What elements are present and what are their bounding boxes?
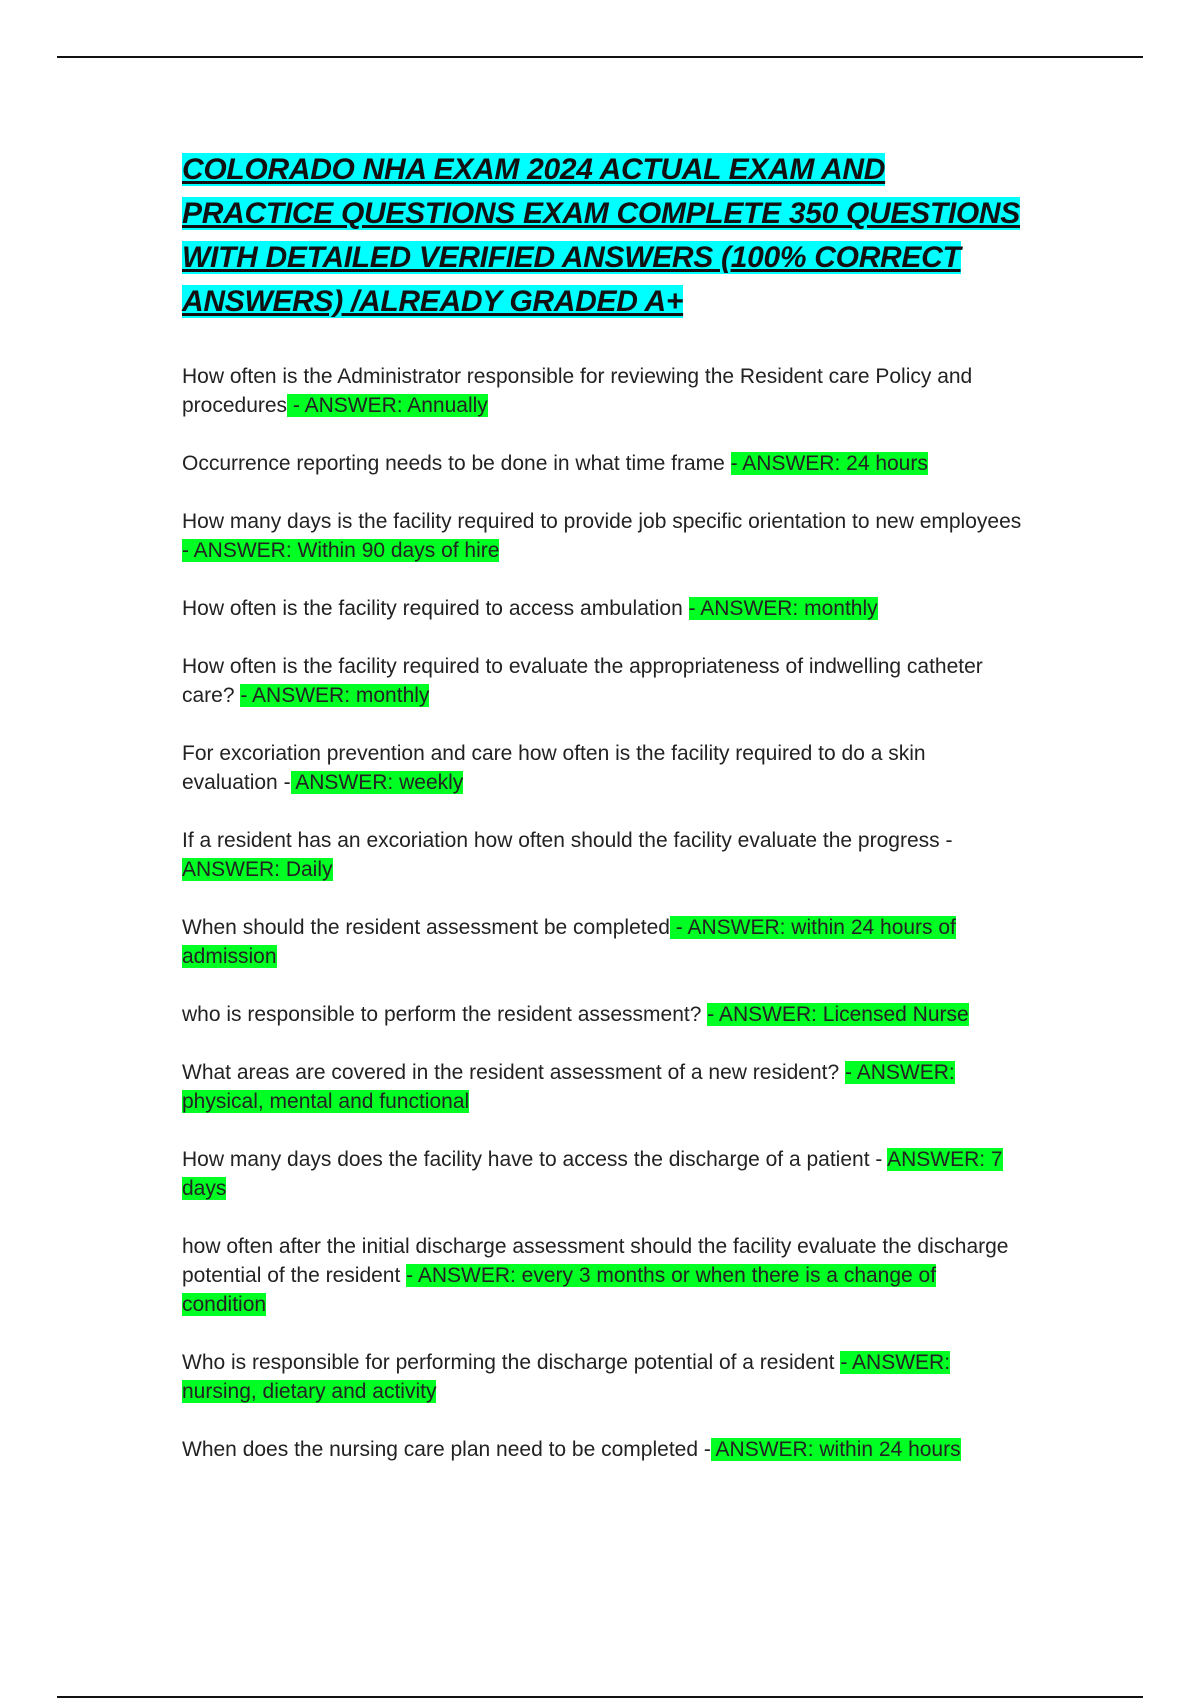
question-text: who is responsible to perform the resident assessment? [182,1003,708,1026]
qa-item [182,507,1022,565]
question-text: How often is the Administrator responsible for reviewing the Resident care Policy and procedures [182,365,973,417]
answer-text: - ANSWER: Annually [287,394,488,417]
question-text: How many days is the facility required to provide job specific orientation to new employees [182,510,1022,533]
answer-text: - ANSWER: nursing, dietary and activity [182,1351,951,1403]
question-text: How many days does the facility have to access the discharge of a patient - [182,1148,888,1171]
qa-item [182,1145,1022,1203]
document-body [182,148,1022,1493]
answer-text: ANSWER: within 24 hours [710,1438,961,1461]
question-text: how often after the initial discharge assessment should the facility evaluate the discharge potential of the resident [182,1235,1009,1287]
qa-item [182,1058,1022,1116]
qa-item [182,1435,1022,1464]
answer-text: ANSWER: weekly [290,771,464,794]
answer-text: - ANSWER: monthly [688,597,878,620]
answer-text: - ANSWER: Licensed Nurse [707,1003,969,1026]
question-text: When should the resident assessment be completed [182,916,670,939]
qa-item [182,1232,1022,1319]
qa-item [182,362,1022,420]
document-title [182,148,1022,324]
page-bottom-rule [57,1696,1143,1698]
answer-text: ANSWER: Daily [182,858,333,881]
answer-text: - ANSWER: every 3 months or when there is a change of condition [182,1264,937,1316]
answer-text: - ANSWER: 24 hours [730,452,928,475]
qa-item [182,739,1022,797]
question-text: When does the nursing care plan need to be completed - [182,1438,711,1461]
answer-text: ANSWER: 7 days [182,1148,1003,1200]
question-text: For excoriation prevention and care how often is the facility required to do a skin evaluation - [182,742,926,794]
page-top-rule [57,56,1143,58]
answer-text: - ANSWER: monthly [240,684,430,707]
qa-item [182,449,1022,478]
qa-item [182,1348,1022,1406]
qa-item [182,1000,1022,1029]
qa-item [182,594,1022,623]
question-text: If a resident has an excoriation how often should the facility evaluate the progress - [182,829,953,852]
answer-text: - ANSWER: within 24 hours of admission [182,916,956,968]
question-text: How often is the facility required to access ambulation [182,597,689,620]
qa-list [182,362,1022,1464]
qa-item [182,652,1022,710]
question-text: What areas are covered in the resident assessment of a new resident? [182,1061,846,1084]
qa-item [182,913,1022,971]
question-text: Who is responsible for performing the discharge potential of a resident [182,1351,841,1374]
question-text: Occurrence reporting needs to be done in what time frame [182,452,731,475]
answer-text: - ANSWER: physical, mental and functional [182,1061,955,1113]
question-text: How often is the facility required to evaluate the appropriateness of indwelling catheter care? [182,655,983,707]
qa-item [182,826,1022,884]
answer-text: - ANSWER: Within 90 days of hire [182,539,500,562]
document-title-text: COLORADO NHA EXAM 2024 ACTUAL EXAM AND PRACTICE QUESTIONS EXAM COMPLETE 350 QUESTIONS WITH DETAILED VERIFIED ANSWERS (100% CORRECT ANSWERS) /ALREADY GRADED A+ [182,153,1020,318]
